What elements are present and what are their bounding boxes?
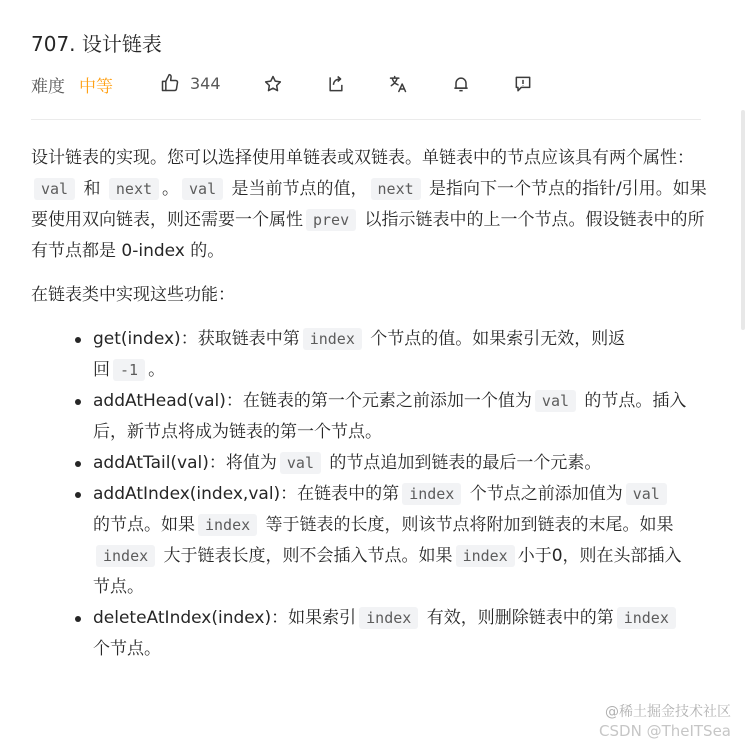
text: addAtIndex(index,val)：在链表中的第 — [93, 484, 400, 504]
inline-code: next — [371, 178, 421, 200]
inline-code: val — [34, 178, 75, 200]
inline-code: index — [198, 514, 257, 536]
inline-code: val — [626, 483, 667, 505]
thumbs-up-icon — [160, 73, 180, 93]
text: get(index)：获取链表中第 — [93, 329, 300, 349]
text: 有效，则删除链表中的第 — [421, 608, 614, 628]
text: 的节点追加到链表的最后一个元素。 — [324, 453, 602, 473]
problem-title: 707. 设计链表 — [31, 32, 162, 56]
text: 个节点。 — [93, 639, 161, 659]
text: 以指示链表中的上一个节点。假设链表中的所有节点都是 0-index 的。 — [31, 210, 705, 261]
watermark — [599, 703, 731, 741]
share-button[interactable] — [325, 73, 347, 95]
inline-code: index — [359, 607, 418, 629]
inline-code: val — [535, 390, 576, 412]
text: 等于链表的长度，则该节点将附加到链表的末尾。如果 — [260, 515, 674, 535]
inline-code: next — [109, 178, 159, 200]
inline-code: index — [402, 483, 461, 505]
text: 。 — [148, 360, 166, 380]
description-paragraph — [31, 143, 711, 267]
watermark-line: CSDN @TheITSea — [599, 722, 731, 740]
text: 是当前节点的值， — [226, 179, 368, 199]
like-count: 344 — [190, 73, 221, 93]
text: addAtHead(val)：在链表的第一个元素之前添加一个值为 — [93, 391, 532, 411]
difficulty-badge: 中等 — [79, 76, 113, 97]
inline-code: val — [182, 178, 223, 200]
function-list — [31, 324, 711, 665]
text: addAtTail(val)：将值为 — [93, 453, 277, 473]
star-icon — [263, 74, 283, 94]
list-item — [93, 386, 711, 448]
watermark-line: @稀土掘金技术社区 — [605, 704, 731, 720]
text: 的节点。插入后，新节点将成为链表的第一个节点。 — [93, 391, 687, 442]
inline-code: -1 — [113, 359, 145, 381]
inline-code: index — [303, 328, 362, 350]
translate-icon — [388, 74, 408, 94]
inline-code: index — [456, 545, 515, 567]
text: 和 — [78, 179, 106, 199]
translate-button[interactable] — [387, 73, 409, 95]
text: 个节点之前添加值为 — [464, 484, 623, 504]
list-item — [93, 479, 711, 603]
list-item — [93, 448, 711, 479]
list-item — [93, 324, 711, 386]
text: 个节点的值。如果索引无效，则返回 — [93, 329, 626, 380]
text: 。 — [162, 179, 180, 199]
bell-icon — [451, 74, 471, 94]
text: deleteAtIndex(index)：如果索引 — [93, 608, 357, 628]
problem-description — [31, 143, 711, 665]
feedback-icon — [513, 74, 533, 94]
inline-code: val — [280, 452, 321, 474]
text: 小于0，则在头部插入节点。 — [93, 546, 682, 597]
functions-intro: 在链表类中实现这些功能： — [31, 285, 235, 305]
list-item — [93, 603, 711, 665]
inline-code: index — [96, 545, 155, 567]
inline-code: prev — [306, 209, 356, 231]
inline-code: index — [617, 607, 676, 629]
share-icon — [326, 74, 346, 94]
feedback-button[interactable] — [512, 73, 534, 95]
problem-meta-row — [31, 70, 551, 98]
notification-button[interactable] — [450, 73, 472, 95]
like-button[interactable] — [160, 73, 221, 93]
text: 的节点。如果 — [93, 515, 195, 535]
text: 大于链表长度，则不会插入节点。如果 — [158, 546, 453, 566]
text: 是指向下一个节点的指针/引用。如果要使用双向链表，则还需要一个属性 — [31, 179, 707, 230]
difficulty-label: 难度 — [31, 76, 65, 97]
favorite-button[interactable] — [262, 73, 284, 95]
scrollbar[interactable] — [741, 110, 745, 330]
text: 设计链表的实现。您可以选择使用单链表或双链表。单链表中的节点应该具有两个属性： — [31, 148, 694, 168]
header-divider — [31, 119, 701, 120]
